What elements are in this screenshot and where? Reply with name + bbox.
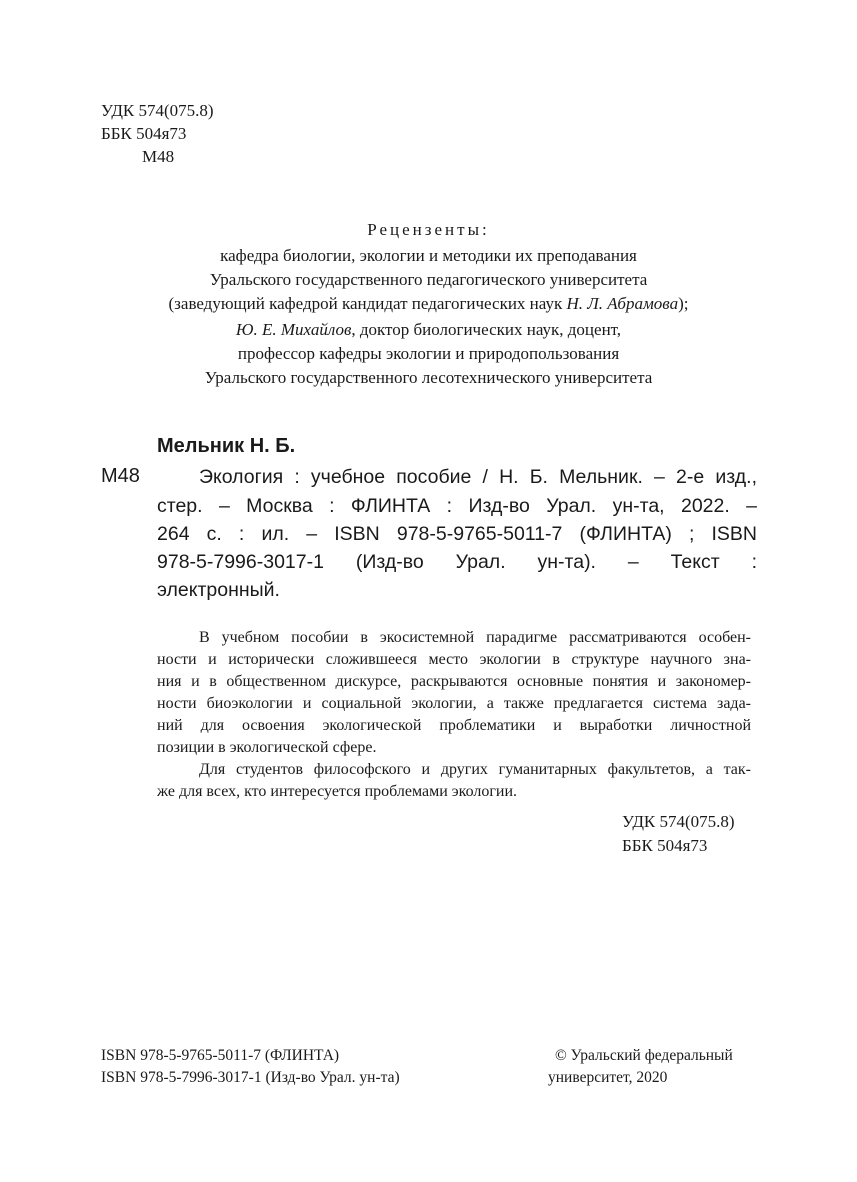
annotation-p1-line-4: ности биоэкологии и социальной экологии, а также предлагается система зада- [157,695,751,712]
reviewer-line-3-text: (заведующий кафедрой кандидат педагогических наук [168,294,567,313]
catalog-author-mark: М48 [101,465,140,487]
reviewer-line-5: профессор кафедры экологии и природопользования [237,344,620,363]
udk-code-bottom: УДК 574(075.8) [622,812,735,831]
bbk-code-bottom: ББК 504я73 [622,836,708,855]
catalog-line-4: 978-5-7996-3017-1 (Изд-во Урал. ун-та). – Текст : [157,551,757,573]
annotation-p1-line-6: позиции в экологической сфере. [157,739,377,756]
catalog-line-5: электронный. [157,579,280,601]
udk-code-top: УДК 574(075.8) [101,101,214,120]
author-mark-top: М48 [142,147,175,166]
reviewer-line-6: Уральского государственного лесотехнического университета [204,368,653,387]
copyright-line-1: © Уральский федеральный [555,1047,733,1064]
copyright-line-2: университет, 2020 [548,1069,668,1086]
annotation-p1-line-2: ности и исторически сложившееся место экологии в структуре научного зна- [157,651,751,668]
reviewer-line-1: кафедра биологии, экологии и методики их преподавания [220,246,637,265]
isbn-flinta: ISBN 978-5-9765-5011-7 (ФЛИНТА) [101,1047,340,1064]
catalog-author: Мельник Н. Б. [157,435,296,457]
annotation-p2-line-2: же для всех, кто интересуется проблемами экологии. [157,783,518,800]
annotation-p2-line-1: Для студентов философского и других гуманитарных факультетов, а так- [199,761,751,778]
reviewer-line-3 [0,292,857,316]
catalog-line-2: стер. – Москва : ФЛИНТА : Изд-во Урал. ун-та, 2022. – [157,495,757,517]
isbn-ural: ISBN 978-5-7996-3017-1 (Изд-во Урал. ун-та) [101,1069,400,1086]
reviewer-line-4 [0,318,857,342]
reviewer-line-4-text: , доктор биологических наук, доцент, [351,320,622,339]
reviewer-name-mikhailov: Ю. Е. Михайлов [235,320,352,339]
catalog-line-3: 264 с. : ил. – ISBN 978-5-9765-5011-7 (ФЛИНТА) ; ISBN [157,523,757,545]
bbk-code-top: ББК 504я73 [101,124,187,143]
reviewer-line-2: Уральского государственного педагогического университета [209,270,648,289]
catalog-line-1: Экология : учебное пособие / Н. Б. Мельник. – 2-е изд., [199,466,757,488]
reviewers-title: Рецензенты: [367,220,490,239]
reviewer-line-3-tail: ); [678,294,689,313]
annotation-p1-line-3: ния и в общественном дискурсе, раскрываются основные понятия и закономер- [157,673,751,690]
annotation-p1-line-5: ний для освоения экологической проблематики и выработки личностной [157,717,751,734]
reviewer-name-abramova: Н. Л. Абрамова [566,294,679,313]
annotation-p1-line-1: В учебном пособии в экосистемной парадигме рассматриваются особен- [199,629,751,646]
